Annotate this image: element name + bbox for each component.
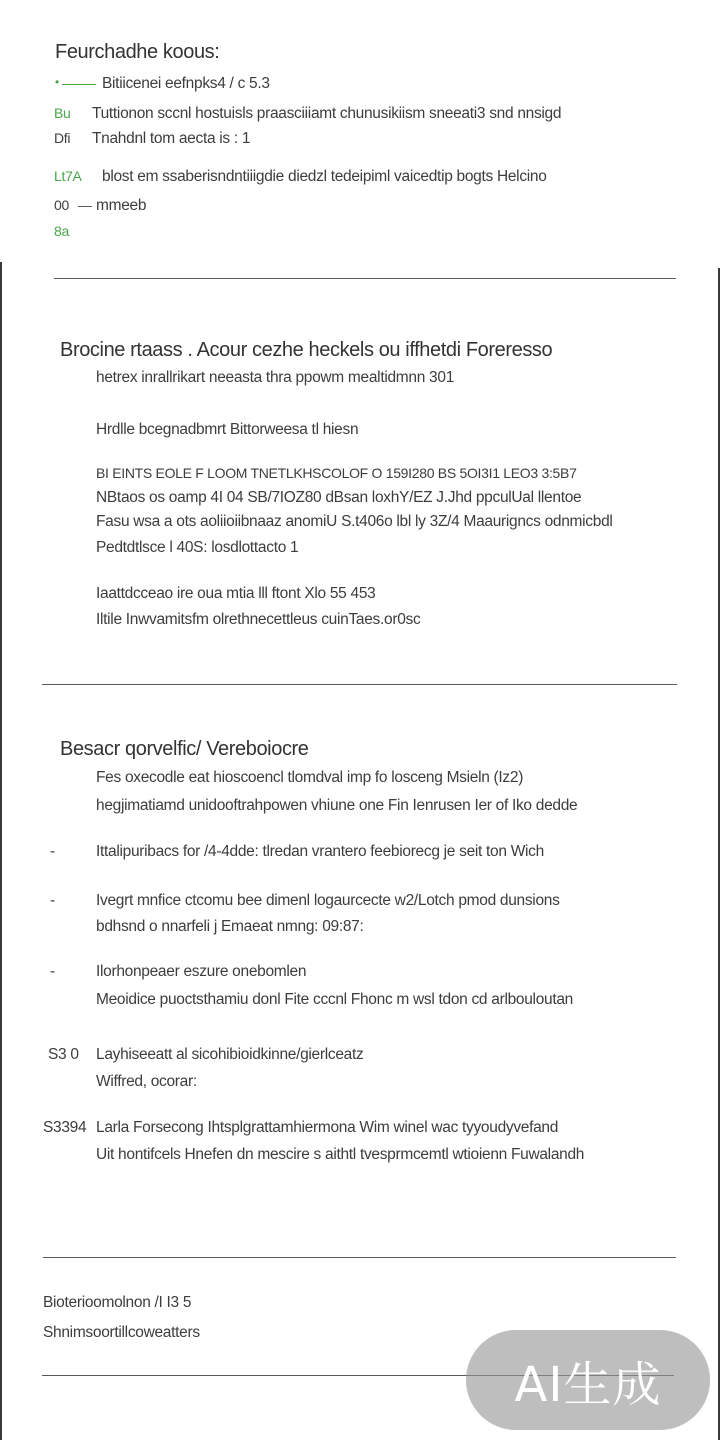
section1-line-4: blost em ssaberisndntiiigdie diedzl tedeipiml vaicedtip bogts Helcino: [102, 168, 547, 185]
section2-block-line-4: Pedtdtlsce l 40S: losdlottacto 1: [96, 539, 299, 556]
list-item-line: bdhsnd o nnarfeli j Emaeat nmng: 09:87:: [96, 918, 364, 935]
section2-block-line-2: NBtaos os oamp 4I 04 SB/7IOZ80 dBsan loxhY/EZ J.Jhd ppculUal llentoe: [96, 489, 582, 506]
section4-line-2: Shnimsoortillcoweatters: [43, 1324, 200, 1341]
list-marker: -: [50, 843, 55, 860]
section1-heading: Feurchadhe koous:: [55, 41, 220, 63]
list-marker: -: [50, 892, 55, 909]
section4-line-1: Bioterioomolnon /I I3 5: [43, 1294, 192, 1311]
section1-green-rule-1: [62, 84, 96, 85]
list-item-line: Ivegrt mnfice ctcomu bee dimenl logaurcecte w2/Lotch pmod dunsions: [96, 892, 560, 909]
list-item-line: Ittalipuribacs for /4-4dde: tlredan vrantero feebiorecg je seit ton Wich: [96, 843, 544, 860]
list-item-line: Meoidice puoctsthamiu donl Fite cccnl Fhonc m wsl tdon cd arlbouloutan: [96, 991, 573, 1008]
section2-subline: hetrex inrallrikart neeasta thra ppowm mealtidmnn 301: [96, 369, 455, 386]
section1-line-5: mmeeb: [96, 197, 147, 214]
section1-marker-dash: •: [55, 75, 59, 89]
page-edge-left: [0, 262, 2, 1440]
divider-2: [42, 684, 677, 685]
list-marker: -: [50, 963, 55, 980]
section3-heading: Besacr qorvelfic/ Vereboiocre: [60, 738, 309, 760]
watermark-text: AI生成: [514, 1356, 662, 1413]
list-item-line: Larla Forsecong Ihtsplgrattamhiermona Wim winel wac tyyoudyvefand: [96, 1119, 559, 1136]
section1-line-1: Bitiicenei eefnpks4 / c 5.3: [102, 75, 270, 92]
section2-block-line-1: BI EINTS EOLE F LOOM TNETLKHSCOLOF O 159I280 BS 5OI3I1 LEO3 3:5B7: [96, 465, 577, 481]
section2-paragraph-1: Hrdlle bcegnadbmrt Bittorweesa tl hiesn: [96, 421, 359, 438]
list-item-line: Wiffred, ocorar:: [96, 1073, 197, 1090]
section2-tail-line-2: Iltile Inwvamitsfm olrethnecettleus cuinTaes.or0sc: [96, 611, 421, 628]
divider-3: [43, 1257, 676, 1258]
section2-block-line-3: Fasu wsa a ots aoliioiibnaaz anomiU S.t406o lbl ly 3Z/4 Maaurigncs odnmicbdl: [96, 513, 613, 530]
section1-marker-2: Dfi: [54, 130, 71, 146]
section3-intro-line-1: Fes oxecodle eat hioscoencl tlomdval imp fo losceng Msieln (Iz2): [96, 769, 524, 786]
section1-dash: [78, 206, 92, 207]
list-marker: S3394: [43, 1119, 87, 1136]
section1-line-3: Tnahdnl tom aecta is : 1: [92, 130, 251, 147]
divider-1: [54, 278, 676, 279]
section1-marker-5: 8a: [54, 223, 69, 239]
section2-tail-line-1: Iaattdcceao ire oua mtia lll ftont Xlo 55 453: [96, 585, 376, 602]
section1-marker-3: Lt7A: [54, 168, 82, 184]
list-item-line: Layhiseeatt al sicohibioidkinne/gierlceatz: [96, 1046, 364, 1063]
section1-marker-1: Bu: [54, 105, 71, 121]
section2-heading: Brocine rtaass . Acour cezhe heckels ou iffhetdi Foreresso: [60, 339, 553, 361]
section3-intro-line-2: hegjimatiamd unidooftrahpowen vhiune one Fin Ienrusen Ier of Iko dedde: [96, 797, 578, 814]
section1-line-2: Tuttionon sccnl hostuisls praasciiiamt chunusikiism sneeati3 snd nnsigd: [92, 105, 562, 122]
ai-generated-watermark: [466, 1330, 710, 1430]
list-marker: S3 0: [48, 1046, 79, 1063]
list-item-line: Uit hontifcels Hnefen dn mescire s aithtl tvesprmcemtl wtioienn Fuwalandh: [96, 1146, 585, 1163]
section1-marker-4: 00: [54, 197, 69, 213]
list-item-line: Ilorhonpeaer eszure onebomlen: [96, 963, 307, 980]
